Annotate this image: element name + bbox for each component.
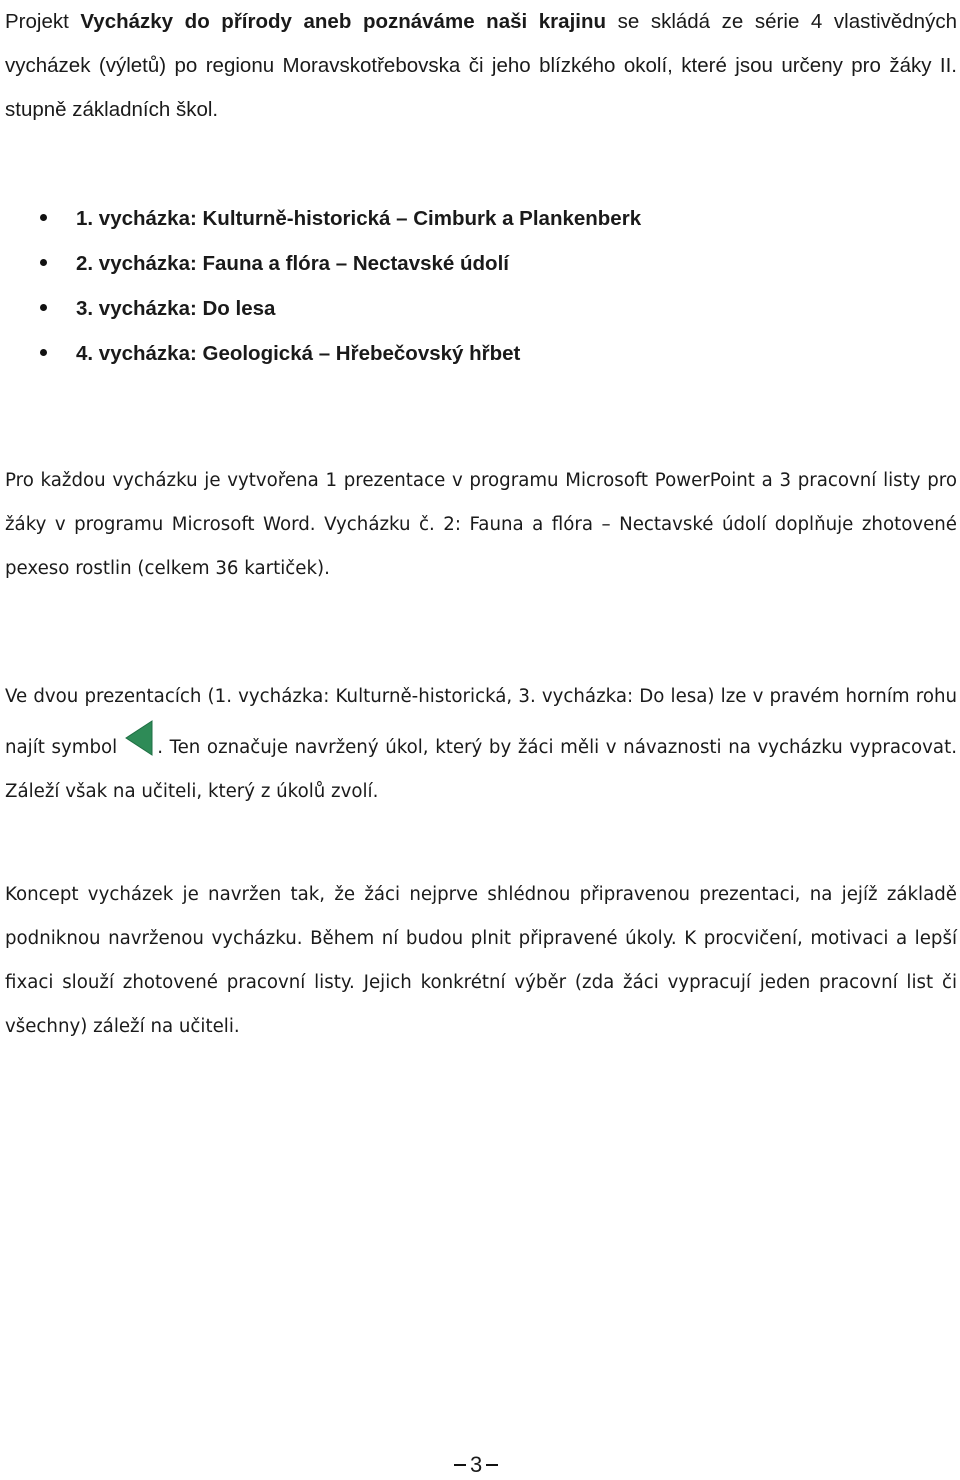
page-number-value: 3: [470, 1452, 483, 1477]
bullet-icon: [40, 214, 47, 221]
project-title: Vycházky do přírody aneb poznáváme naši krajinu: [80, 10, 606, 33]
walk-label: 3. vycházka: Do lesa: [76, 297, 276, 320]
symbol-text-before: Ve dvou prezentacích (1. vycházka: Kulturně-historická, 3. vycházka: Do lesa) lze v pravém horním rohu najít symbol: [5, 686, 957, 758]
bullet-icon: [40, 304, 47, 311]
green-left-triangle-icon: [123, 719, 153, 757]
list-item: [40, 241, 641, 286]
intro-paragraph: [5, 0, 957, 132]
symbol-paragraph: [5, 675, 957, 814]
list-item: [40, 286, 641, 331]
walk-label: 4. vycházka: Geologická – Hřebečovský hřbet: [76, 342, 521, 365]
bullet-icon: [40, 349, 47, 356]
walk-label: 1. vycházka: Kulturně-historická – Cimburk a Plankenberk: [76, 207, 642, 230]
symbol-text-after: . Ten označuje navržený úkol, který by žáci měli v návaznosti na vycházku vypracovat. Záleží však na učiteli, který z úkolů zvolí.: [5, 737, 957, 802]
dash-left: [454, 1464, 466, 1466]
presentations-paragraph: Pro každou vycházku je vytvořena 1 prezentace v programu Microsoft PowerPoint a 3 pracovní listy pro žáky v programu Microsoft Word. Vycházku č. 2: Fauna a flóra – Nectavské údolí doplňuje zhotovené pexeso rostlin (celkem 36 kartiček).: [5, 470, 957, 579]
list-item: [40, 196, 641, 241]
concept-paragraph: Koncept vycházek je navržen tak, že žáci nejprve shlédnou připravenou prezentaci, na jejíž základě podniknou navrženou vycházku. Během ní budou plnit připravené úkoly. K procvičení, motivaci a lepší fixaci slouží zhotovené pracovní listy. Jejich konkrétní výběr (zda žáci vypracují jeden pracovní list či všechny) záleží na učiteli.: [5, 884, 957, 1037]
page-number: [454, 1450, 498, 1480]
intro-prefix: Projekt: [5, 10, 81, 33]
bullet-icon: [40, 259, 47, 266]
list-item: [40, 331, 641, 376]
dash-right: [486, 1464, 498, 1466]
walk-label: 2. vycházka: Fauna a flóra – Nectavské údolí: [76, 252, 509, 275]
intro-suffix: se skládá ze série 4 vlastivědných vycházek (výletů) po regionu Moravskotřebovska či jeho blízkého okolí, které jsou určeny pro žáky II. stupně základních škol.: [5, 10, 957, 121]
walk-list: [40, 196, 641, 376]
